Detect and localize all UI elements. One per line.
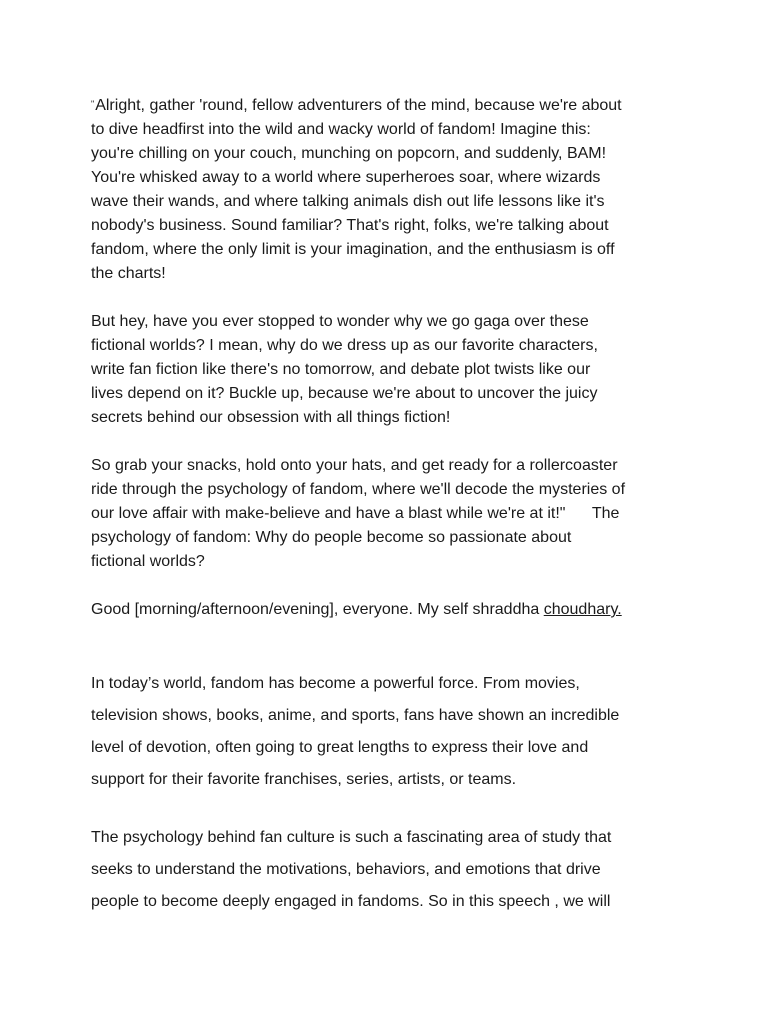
- document-body: [91, 92, 691, 918]
- text-line: write fan fiction like there's no tomorrow, and debate plot twists like our: [91, 361, 591, 378]
- text-line: Good [morning/afternoon/evening], everyone. My self shraddha choudhary.: [91, 601, 622, 618]
- text-line: television shows, books, anime, and sports, fans have shown an incredible: [91, 707, 620, 724]
- text-line: psychology of fandom: Why do people become so passionate about: [91, 529, 572, 546]
- text-line: The psychology behind fan culture is such a fascinating area of study that: [91, 829, 612, 846]
- underlined-surname: choudhary.: [543, 601, 622, 618]
- text-line: you're chilling on your couch, munching on popcorn, and suddenly, BAM!: [91, 145, 607, 162]
- intro-paragraph: [91, 92, 691, 286]
- text-line: secrets behind our obsession with all things fiction!: [91, 409, 451, 426]
- text-line: our love affair with make-believe and have a blast while we're at it!" The: [91, 505, 620, 522]
- text-line: ride through the psychology of fandom, where we'll decode the mysteries of: [91, 481, 626, 498]
- text-line: "Alright, gather 'round, fellow adventurers of the mind, because we're about: [91, 97, 622, 114]
- curiosity-paragraph: [91, 310, 691, 430]
- rollercoaster-paragraph: [91, 454, 691, 574]
- text-line: seeks to understand the motivations, behaviors, and emotions that drive: [91, 861, 601, 878]
- text-line: the charts!: [91, 265, 166, 282]
- text-line: fandom, where the only limit is your imagination, and the enthusiasm is off: [91, 241, 615, 258]
- text-line: fictional worlds? I mean, why do we dress up as our favorite characters,: [91, 337, 598, 354]
- text-line: But hey, have you ever stopped to wonder why we go gaga over these: [91, 313, 589, 330]
- text-line: nobody's business. Sound familiar? That's right, folks, we're talking about: [91, 217, 609, 234]
- text-line: fictional worlds?: [91, 553, 205, 570]
- fan-culture-paragraph: [91, 822, 691, 918]
- text-line: to dive headfirst into the wild and wacky world of fandom! Imagine this:: [91, 121, 591, 138]
- text-line: wave their wands, and where talking animals dish out life lessons like it's: [91, 193, 605, 210]
- open-quote-mark: ": [91, 99, 95, 109]
- text-line: people to become deeply engaged in fandoms. So in this speech , we will: [91, 893, 611, 910]
- fandom-force-paragraph: [91, 668, 691, 796]
- text-line: support for their favorite franchises, series, artists, or teams.: [91, 771, 517, 788]
- text-line: In today’s world, fandom has become a powerful force. From movies,: [91, 675, 580, 692]
- text-line: lives depend on it? Buckle up, because we're about to uncover the juicy: [91, 385, 598, 402]
- greeting-paragraph: [91, 598, 691, 622]
- text-line: You're whisked away to a world where superheroes soar, where wizards: [91, 169, 601, 186]
- text-line: So grab your snacks, hold onto your hats, and get ready for a rollercoaster: [91, 457, 618, 474]
- text-line: level of devotion, often going to great lengths to express their love and: [91, 739, 589, 756]
